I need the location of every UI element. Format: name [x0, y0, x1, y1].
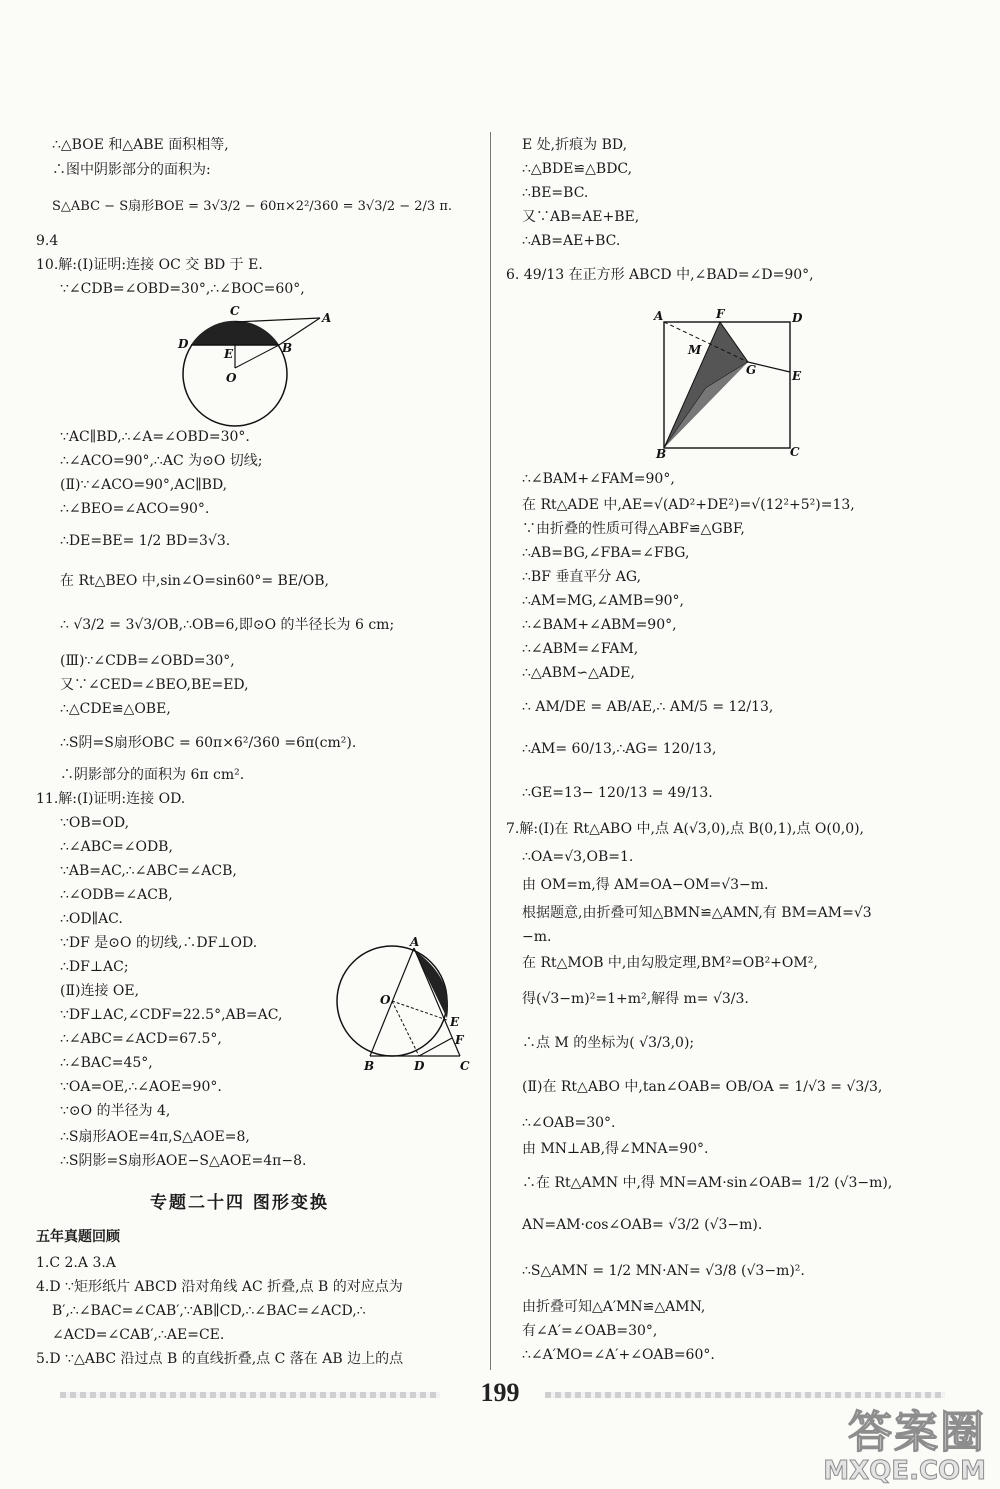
label-o: O	[226, 371, 237, 385]
text-line: ∴BE=BC.	[522, 185, 589, 201]
text-line: E 处,折痕为 BD,	[522, 137, 628, 153]
text-line: ∵AB=AC,∴∠ABC=∠ACB,	[60, 863, 237, 879]
formula-line: ∴GE=13− 120/13 = 49/13.	[522, 785, 713, 801]
column-divider	[490, 132, 491, 1370]
formula-line: ∴DE=BE= 1/2 BD=3√3.	[60, 533, 231, 549]
text-line: (Ⅲ)∵∠CDB=∠OBD=30°,	[60, 653, 235, 669]
label-e: E	[224, 347, 234, 361]
watermark-en: MXQE.COM	[823, 1456, 986, 1486]
formula-line: 在 Rt△BEO 中,sin∠O=sin60°= BE/OB,	[60, 573, 330, 589]
label-b: B	[656, 447, 667, 461]
text-line: ∴∠BEO=∠ACO=90°.	[60, 501, 210, 517]
text-line: ∴DF⊥AC;	[60, 959, 129, 975]
text-line: ∴∠BAM+∠FAM=90°,	[522, 471, 675, 487]
formula-line: S△ABC − S扇形BOE = 3√3/2 − 60π×2²/360 = 3√3/2 − 2/3 π.	[52, 199, 453, 214]
text-line: ∴∠ACO=90°,∴AC 为⊙O 切线;	[60, 453, 263, 469]
formula-line: ∴在 Rt△AMN 中,得 MN=AM·sin∠OAB= 1/2 (√3−m),	[522, 1175, 893, 1191]
text-line: ∴OA=√3,OB=1.	[522, 849, 634, 865]
text-line: ∴AB=AE+BC.	[522, 233, 621, 249]
text-line: 在 Rt△MOB 中,由勾股定理,BM²=OB²+OM²,	[522, 955, 818, 971]
text-line: ∵OA=OE,∴∠AOE=90°.	[60, 1079, 222, 1095]
subsection-title: 五年真题回顾	[36, 1229, 120, 1245]
label-f: F	[455, 1033, 464, 1047]
label-e: E	[450, 1015, 460, 1029]
text-line: ∵DF 是⊙O 的切线,∴DF⊥OD.	[60, 935, 258, 951]
answer-line: 1.C 2.A 3.A	[36, 1255, 116, 1271]
label-f: F	[716, 307, 725, 321]
formula-line: 在 Rt△ADE 中,AE=√(AD²+DE²)=√(12²+5²)=13,	[522, 497, 855, 513]
text-line: ∵AC∥BD,∴∠A=∠OBD=30°.	[60, 429, 250, 445]
circle-figure-11	[334, 935, 479, 1073]
circle-figure-10	[170, 300, 340, 440]
text-line: (Ⅱ)∵∠ACO=90°,AC∥BD,	[60, 477, 228, 493]
problem-heading: 6. 49/13 在正方形 ABCD 中,∠BAD=∠D=90°,	[506, 267, 814, 283]
label-c: C	[460, 1059, 470, 1073]
problem-heading: 11.解:(Ⅰ)证明:连接 OD.	[36, 791, 186, 807]
text-line: ∴△BDE≌△BDC,	[522, 161, 633, 177]
text-line: 又∵∠CED=∠BEO,BE=ED,	[60, 677, 249, 693]
label-a: A	[654, 309, 664, 323]
answer-line: 5.D ∵△ABC 沿过点 B 的直线折叠,点 C 落在 AB 边上的点	[36, 1351, 404, 1367]
text-line: 由 OM=m,得 AM=OA−OM=√3−m.	[522, 877, 769, 893]
formula-line: ∴S△AMN = 1/2 MN·AN= √3/8 (√3−m)².	[522, 1263, 805, 1279]
text-line: 由折叠可知△A′MN≌△AMN,	[522, 1299, 706, 1315]
text-line: ∴AB=BG,∠FBA=∠FBG,	[522, 545, 690, 561]
text-line: ∴阴影部分的面积为 6π cm².	[60, 767, 245, 783]
text-line: ∵DF⊥AC,∠CDF=22.5°,AB=AC,	[60, 1007, 283, 1023]
text-line: ∴BF 垂直平分 AG,	[522, 569, 642, 585]
problem-heading: 10.解:(Ⅰ)证明:连接 OC 交 BD 于 E.	[36, 257, 263, 273]
square-fold-figure	[650, 304, 820, 459]
text-line: ∴△BOE 和△ABE 面积相等,	[52, 137, 229, 153]
label-b: B	[364, 1059, 375, 1073]
label-o: O	[380, 993, 391, 1007]
text-line: (Ⅱ)连接 OE,	[60, 983, 140, 999]
text-line: 有∠A′=∠OAB=30°,	[522, 1323, 658, 1339]
text-line: ∴△CDE≌△OBE,	[60, 701, 171, 717]
text-line: ∴∠ABC=∠ODB,	[60, 839, 173, 855]
problem-heading: 7.解:(Ⅰ)在 Rt△ABO 中,点 A(√3,0),点 B(0,1),点 O(0,0),	[506, 821, 865, 837]
text-line: ∴∠BAC=45°,	[60, 1055, 153, 1071]
page-number: 199	[480, 1378, 520, 1407]
text-line: ∵OB=OD,	[60, 815, 130, 831]
text-line: ∵⊙O 的半径为 4,	[60, 1103, 171, 1119]
answer-line: ∠ACD=∠CAB′,∴AE=CE.	[52, 1327, 225, 1343]
label-d: D	[414, 1059, 425, 1073]
text-line: ∴S扇形AOE=4π,S△AOE=8,	[60, 1129, 250, 1145]
formula-line: ∴S阴=S扇形OBC = 60π×6²/360 =6π(cm²).	[60, 735, 357, 751]
text-line: ∴∠ODB=∠ACB,	[60, 887, 173, 903]
text-line: −m.	[522, 929, 552, 945]
text-line: 根据题意,由折叠可知△BMN≌△AMN,有 BM=AM=√3	[522, 905, 872, 921]
label-d: D	[792, 311, 803, 325]
text-line: ∴△ABM∽△ADE,	[522, 665, 635, 681]
text-line: ∵∠CDB=∠OBD=30°,∴∠BOC=60°,	[60, 281, 305, 297]
answer-line: 4.D ∵矩形纸片 ABCD 沿对角线 AC 折叠,点 B 的对应点为	[36, 1279, 403, 1295]
text-line: 又∵AB=AE+BE,	[522, 209, 640, 225]
label-c: C	[790, 445, 800, 459]
answer-line: B′,∴∠BAC=∠CAB′,∵AB∥CD,∴∠BAC=∠ACD,∴	[52, 1303, 366, 1319]
text-line: 由 MN⊥AB,得∠MNA=90°.	[522, 1141, 709, 1157]
formula-line: ∴ AM/DE = AB/AE,∴ AM/5 = 12/13,	[522, 699, 774, 715]
label-m: M	[688, 343, 702, 357]
label-b: B	[282, 341, 293, 355]
text-line: ∴∠BAM+∠ABM=90°,	[522, 617, 677, 633]
text-line: ∴∠OAB=30°.	[522, 1115, 616, 1131]
watermark-cn: 答案圈	[848, 1407, 986, 1458]
text-line: ∴AM=MG,∠AMB=90°,	[522, 593, 685, 609]
text-line: ∵由折叠的性质可得△ABF≌△GBF,	[522, 521, 745, 537]
watermark-logo	[823, 1396, 986, 1486]
formula-line: ∴点 M 的坐标为( √3/3,0);	[522, 1035, 695, 1051]
label-g: G	[746, 363, 757, 377]
formula-line: AN=AM·cos∠OAB= √3/2 (√3−m).	[522, 1217, 763, 1233]
section-title: 专题二十四 图形变换	[150, 1193, 329, 1213]
formula-line: (Ⅱ)在 Rt△ABO 中,tan∠OAB= OB/OA = 1/√3 = √3/3,	[522, 1079, 883, 1095]
text-line: ∴S阴影=S扇形AOE−S△AOE=4π−8.	[60, 1153, 307, 1169]
label-a: A	[322, 311, 332, 325]
label-a: A	[410, 935, 420, 949]
text-line: ∴OD∥AC.	[60, 911, 123, 927]
text-line: ∴∠ABC=∠ACD=67.5°,	[60, 1031, 222, 1047]
text-line: ∴∠ABM=∠FAM,	[522, 641, 639, 657]
label-e: E	[792, 369, 802, 383]
formula-line: ∴ √3/2 = 3√3/OB,∴OB=6,即⊙O 的半径长为 6 cm;	[60, 617, 395, 633]
text-line: ∴∠A′MO=∠A′+∠OAB=60°.	[522, 1347, 715, 1363]
answer-line: 9.4	[36, 233, 59, 249]
formula-line: ∴AM= 60/13,∴AG= 120/13,	[522, 741, 717, 757]
label-d: D	[178, 337, 189, 351]
footer-band-left	[60, 1392, 440, 1398]
text-line: ∴图中阴影部分的面积为:	[52, 162, 211, 178]
formula-line: 得(√3−m)²=1+m²,解得 m= √3/3.	[522, 991, 749, 1007]
label-c: C	[230, 304, 240, 318]
